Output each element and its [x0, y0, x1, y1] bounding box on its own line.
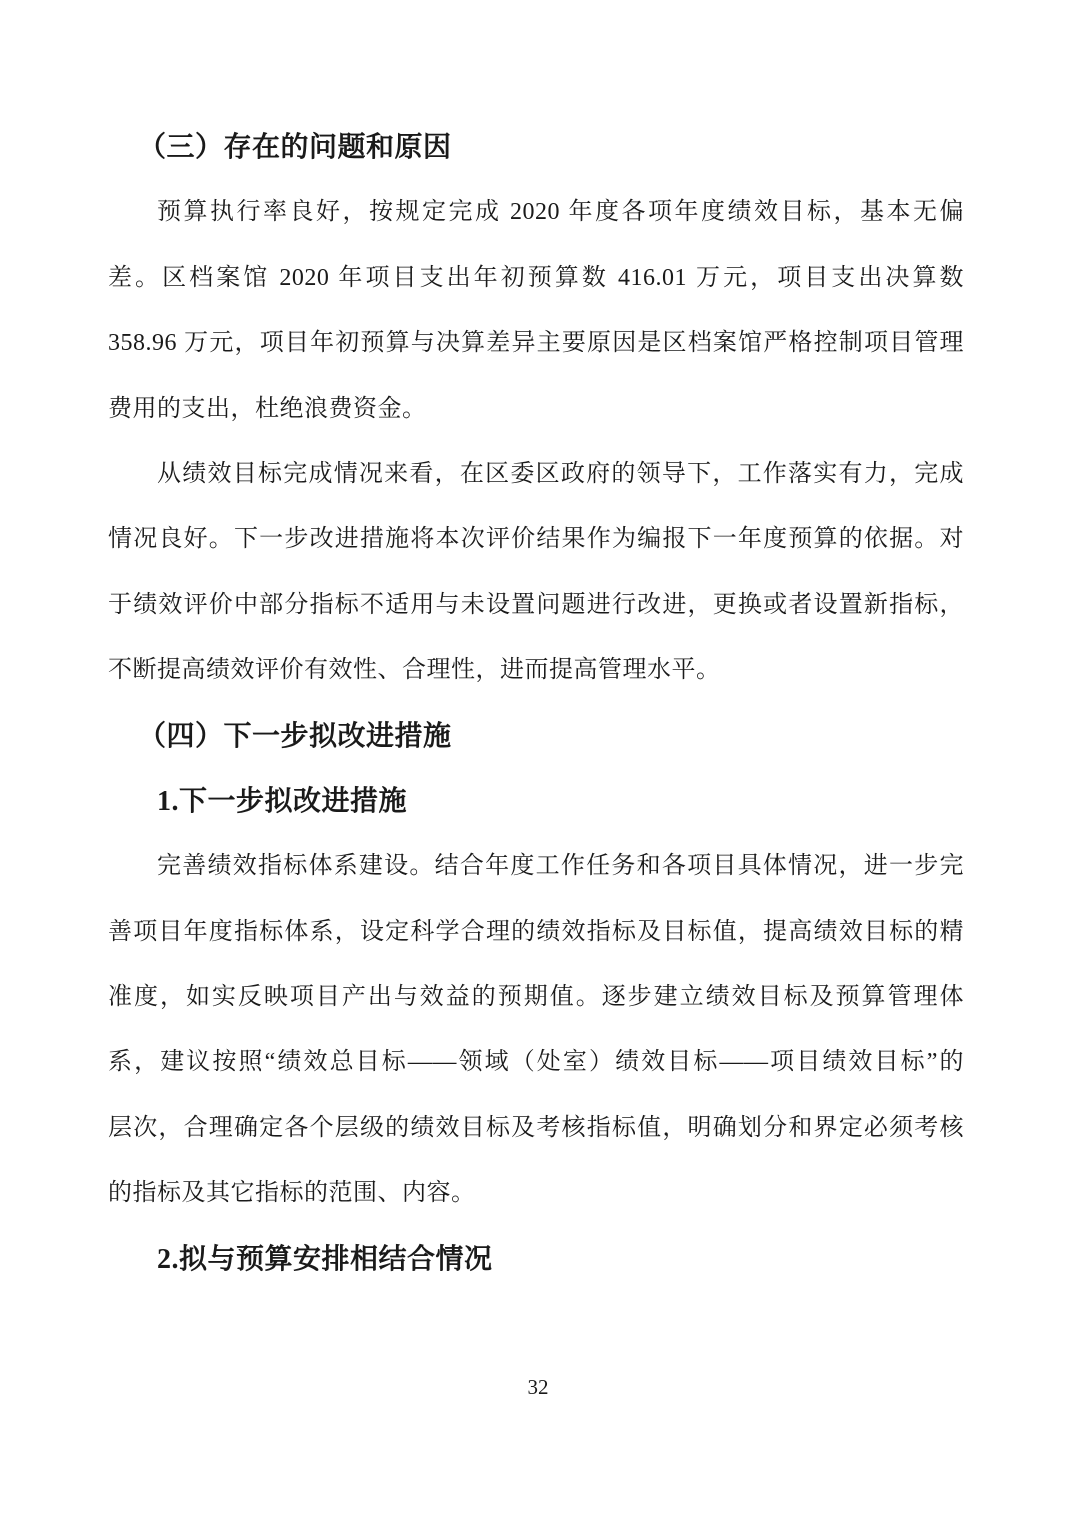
text-line: 准度，如实反映项目产出与效益的预期值。逐步建立绩效目标及预算管理体 [108, 984, 964, 1011]
section-heading: （四）下一步拟改进措施 [138, 720, 452, 752]
section-heading: （三）存在的问题和原因 [138, 132, 452, 163]
text-line: 的指标及其它指标的范围、内容。 [108, 1180, 476, 1207]
text-line: 情况良好。下一步改进措施将本次评价结果作为编报下一年度预算的依据。对 [108, 526, 964, 553]
text-line: 费用的支出，杜绝浪费资金。 [108, 395, 427, 422]
text-line: 完善绩效指标体系建设。结合年度工作任务和各项目具体情况，进一步完 [157, 853, 964, 880]
text-line: 于绩效评价中部分指标不适用与未设置问题进行改进，更换或者设置新指标， [108, 591, 964, 618]
text-line: 358.96 万元，项目年初预算与决算差异主要原因是区档案馆严格控制项目管理 [108, 330, 964, 357]
section-heading: 2.拟与预算安排相结合情况 [157, 1243, 493, 1275]
text-line: 不断提高绩效评价有效性、合理性，进而提高管理水平。 [108, 657, 721, 684]
text-line: 预算执行率良好，按规定完成 2020 年度各项年度绩效目标，基本无偏 [157, 199, 964, 226]
text-line: 系，建议按照“绩效总目标——领域（处室）绩效目标——项目绩效目标”的 [108, 1049, 964, 1076]
document-body [108, 115, 964, 1292]
page-number: 32 [527, 1375, 549, 1399]
text-line: 善项目年度指标体系，设定科学合理的绩效指标及目标值，提高绩效目标的精 [108, 918, 964, 945]
text-line: 层次，合理确定各个层级的绩效目标及考核指标值，明确划分和界定必须考核 [108, 1114, 964, 1141]
section-heading: 1.下一步拟改进措施 [157, 785, 408, 817]
text-line: 差。区档案馆 2020 年项目支出年初预算数 416.01 万元，项目支出决算数 [108, 264, 964, 291]
text-line: 从绩效目标完成情况来看，在区委区政府的领导下，工作落实有力，完成 [157, 460, 964, 487]
